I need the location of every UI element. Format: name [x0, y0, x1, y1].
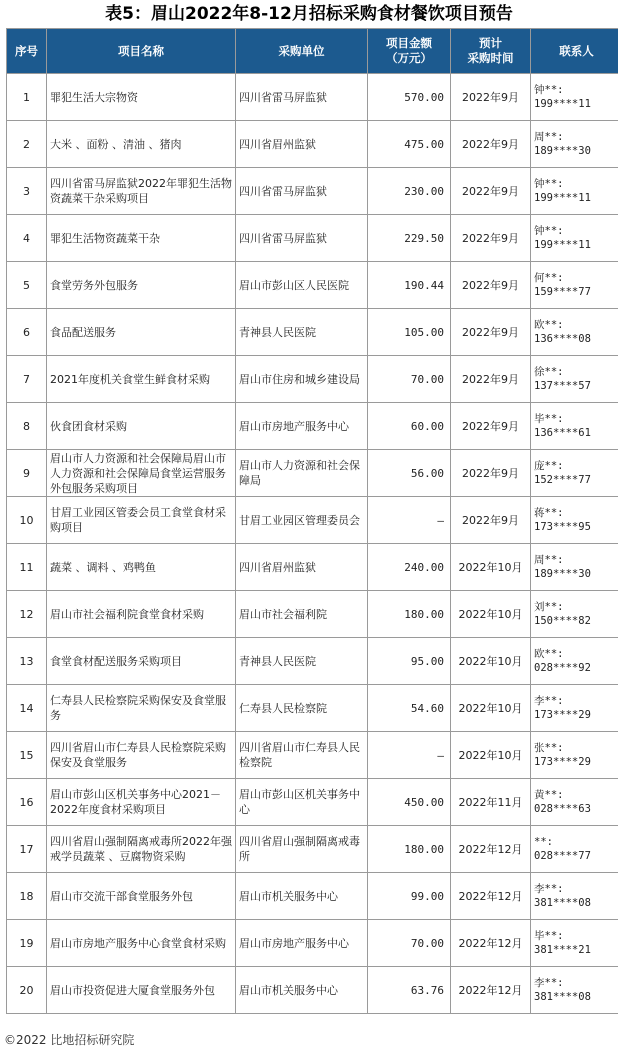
- cell-no: 2: [7, 121, 47, 168]
- cell-time: 2022年12月: [451, 873, 531, 920]
- cell-time: 2022年10月: [451, 544, 531, 591]
- procurement-table: [6, 28, 618, 1014]
- cell-time: 2022年9月: [451, 356, 531, 403]
- cell-no: 11: [7, 544, 47, 591]
- cell-contact: [531, 732, 618, 779]
- cell-no: 16: [7, 779, 47, 826]
- cell-time: 2022年9月: [451, 497, 531, 544]
- cell-no: 13: [7, 638, 47, 685]
- cell-amount: 230.00: [368, 168, 451, 215]
- cell-time: 2022年12月: [451, 826, 531, 873]
- cell-project-name: 甘眉工业园区管委会员工食堂食材采购项目: [47, 497, 236, 544]
- cell-time: 2022年10月: [451, 685, 531, 732]
- cell-project-name: 眉山市社会福利院食堂食材采购: [47, 591, 236, 638]
- cell-contact: [531, 74, 618, 121]
- header-amount-line2: （万元）: [386, 51, 432, 65]
- cell-purchasing-unit: 眉山市彭山区人民医院: [236, 262, 368, 309]
- table-row: [7, 497, 618, 544]
- contact-name: 庞**:: [534, 460, 564, 472]
- contact-phone: 381****21: [534, 944, 591, 956]
- cell-contact: [531, 591, 618, 638]
- table-row: [7, 450, 618, 497]
- cell-contact: [531, 356, 618, 403]
- contact-name: **:: [534, 836, 553, 848]
- cell-contact: [531, 967, 618, 1014]
- cell-contact: [531, 121, 618, 168]
- table-row: [7, 967, 618, 1014]
- contact-name: 李**:: [534, 883, 564, 895]
- contact-phone: 199****11: [534, 98, 591, 110]
- cell-purchasing-unit: 眉山市机关服务中心: [236, 967, 368, 1014]
- contact-phone: 137****57: [534, 380, 591, 392]
- cell-amount: 56.00: [368, 450, 451, 497]
- header-amount: [368, 29, 451, 74]
- cell-purchasing-unit: 眉山市住房和城乡建设局: [236, 356, 368, 403]
- cell-amount: 95.00: [368, 638, 451, 685]
- cell-amount: 63.76: [368, 967, 451, 1014]
- table-row: [7, 591, 618, 638]
- cell-time: 2022年9月: [451, 215, 531, 262]
- cell-project-name: 四川省眉山强制隔离戒毒所2022年强戒学员蔬菜 、豆腐物资采购: [47, 826, 236, 873]
- cell-time: 2022年9月: [451, 403, 531, 450]
- contact-name: 李**:: [534, 695, 564, 707]
- cell-project-name: 四川省眉山市仁寿县人民检察院采购保安及食堂服务: [47, 732, 236, 779]
- cell-amount: 70.00: [368, 920, 451, 967]
- cell-time: 2022年12月: [451, 920, 531, 967]
- table-row: [7, 356, 618, 403]
- cell-project-name: 眉山市投资促进大厦食堂服务外包: [47, 967, 236, 1014]
- contact-phone: 189****30: [534, 145, 591, 157]
- cell-purchasing-unit: 眉山市人力资源和社会保障局: [236, 450, 368, 497]
- contact-phone: 199****11: [534, 239, 591, 251]
- cell-project-name: 食堂劳务外包服务: [47, 262, 236, 309]
- cell-amount: 190.44: [368, 262, 451, 309]
- table-row: [7, 121, 618, 168]
- cell-no: 4: [7, 215, 47, 262]
- header-amount-line1: 项目金额: [386, 36, 432, 50]
- table-row: [7, 262, 618, 309]
- cell-amount: 229.50: [368, 215, 451, 262]
- table-row: [7, 779, 618, 826]
- contact-name: 毕**:: [534, 413, 564, 425]
- header-project-name: 项目名称: [47, 29, 236, 74]
- cell-no: 6: [7, 309, 47, 356]
- cell-amount: 70.00: [368, 356, 451, 403]
- contact-phone: 028****77: [534, 850, 591, 862]
- table-row: [7, 309, 618, 356]
- contact-phone: 189****30: [534, 568, 591, 580]
- cell-amount: 450.00: [368, 779, 451, 826]
- cell-amount: 570.00: [368, 74, 451, 121]
- cell-contact: [531, 638, 618, 685]
- table-row: [7, 403, 618, 450]
- contact-name: 黄**:: [534, 789, 564, 801]
- cell-purchasing-unit: 四川省眉州监狱: [236, 121, 368, 168]
- cell-purchasing-unit: 眉山市社会福利院: [236, 591, 368, 638]
- cell-no: 9: [7, 450, 47, 497]
- contact-phone: 199****11: [534, 192, 591, 204]
- contact-name: 欧**:: [534, 648, 564, 660]
- cell-time: 2022年9月: [451, 168, 531, 215]
- header-purchasing-unit: 采购单位: [236, 29, 368, 74]
- cell-no: 5: [7, 262, 47, 309]
- header-time-line2: 采购时间: [467, 51, 514, 65]
- cell-purchasing-unit: 四川省雷马屏监狱: [236, 74, 368, 121]
- header-time-line1: 预计: [479, 36, 502, 50]
- cell-project-name: 食品配送服务: [47, 309, 236, 356]
- cell-no: 15: [7, 732, 47, 779]
- table-row: [7, 920, 618, 967]
- cell-no: 20: [7, 967, 47, 1014]
- cell-no: 8: [7, 403, 47, 450]
- contact-phone: 028****63: [534, 803, 591, 815]
- cell-amount: 240.00: [368, 544, 451, 591]
- table-row: [7, 732, 618, 779]
- table-row: [7, 826, 618, 873]
- contact-name: 钟**:: [534, 178, 564, 190]
- contact-phone: 150****82: [534, 615, 591, 627]
- cell-project-name: 眉山市人力资源和社会保障局眉山市人力资源和社会保障局食堂运营服务外包服务采购项目: [47, 450, 236, 497]
- table-row: [7, 74, 618, 121]
- contact-name: 刘**:: [534, 601, 564, 613]
- cell-purchasing-unit: 青神县人民医院: [236, 638, 368, 685]
- cell-contact: [531, 168, 618, 215]
- contact-phone: 136****61: [534, 427, 591, 439]
- cell-time: 2022年9月: [451, 74, 531, 121]
- cell-project-name: 眉山市彭山区机关事务中心2021－2022年度食材采购项目: [47, 779, 236, 826]
- cell-amount: –: [368, 497, 451, 544]
- cell-project-name: 蔬菜 、调料 、鸡鸭鱼: [47, 544, 236, 591]
- contact-phone: 381****08: [534, 991, 591, 1003]
- table-body: [7, 74, 618, 1014]
- cell-contact: [531, 544, 618, 591]
- contact-name: 蒋**:: [534, 507, 564, 519]
- cell-time: 2022年9月: [451, 450, 531, 497]
- cell-time: 2022年10月: [451, 732, 531, 779]
- cell-contact: [531, 685, 618, 732]
- cell-amount: 60.00: [368, 403, 451, 450]
- cell-time: 2022年9月: [451, 262, 531, 309]
- contact-phone: 136****08: [534, 333, 591, 345]
- table-row: [7, 544, 618, 591]
- table-header-row: [7, 29, 618, 74]
- table-row: [7, 638, 618, 685]
- cell-purchasing-unit: 甘眉工业园区管理委员会: [236, 497, 368, 544]
- cell-amount: 105.00: [368, 309, 451, 356]
- cell-contact: [531, 450, 618, 497]
- cell-no: 14: [7, 685, 47, 732]
- table-row: [7, 168, 618, 215]
- cell-project-name: 四川省雷马屏监狱2022年罪犯生活物资蔬菜干杂采购项目: [47, 168, 236, 215]
- contact-phone: 159****77: [534, 286, 591, 298]
- contact-name: 李**:: [534, 977, 564, 989]
- cell-no: 7: [7, 356, 47, 403]
- cell-project-name: 伙食团食材采购: [47, 403, 236, 450]
- contact-name: 钟**:: [534, 225, 564, 237]
- cell-purchasing-unit: 眉山市房地产服务中心: [236, 403, 368, 450]
- contact-name: 徐**:: [534, 366, 564, 378]
- cell-time: 2022年9月: [451, 309, 531, 356]
- cell-project-name: 罪犯生活大宗物资: [47, 74, 236, 121]
- cell-contact: [531, 403, 618, 450]
- cell-contact: [531, 826, 618, 873]
- contact-phone: 381****08: [534, 897, 591, 909]
- cell-purchasing-unit: 眉山市彭山区机关事务中心: [236, 779, 368, 826]
- header-time: [451, 29, 531, 74]
- cell-time: 2022年12月: [451, 967, 531, 1014]
- cell-no: 19: [7, 920, 47, 967]
- table-row: [7, 215, 618, 262]
- table-row: [7, 873, 618, 920]
- cell-project-name: 仁寿县人民检察院采购保安及食堂服务: [47, 685, 236, 732]
- cell-project-name: 食堂食材配送服务采购项目: [47, 638, 236, 685]
- cell-purchasing-unit: 四川省眉山市仁寿县人民检察院: [236, 732, 368, 779]
- cell-amount: 180.00: [368, 826, 451, 873]
- footer-copyright: ©2022 比地招标研究院: [4, 1033, 135, 1047]
- cell-purchasing-unit: 仁寿县人民检察院: [236, 685, 368, 732]
- cell-no: 17: [7, 826, 47, 873]
- cell-purchasing-unit: 青神县人民医院: [236, 309, 368, 356]
- cell-no: 18: [7, 873, 47, 920]
- cell-no: 10: [7, 497, 47, 544]
- cell-project-name: 2021年度机关食堂生鲜食材采购: [47, 356, 236, 403]
- cell-contact: [531, 779, 618, 826]
- cell-time: 2022年9月: [451, 121, 531, 168]
- contact-phone: 173****95: [534, 521, 591, 533]
- contact-name: 何**:: [534, 272, 564, 284]
- cell-purchasing-unit: 四川省雷马屏监狱: [236, 215, 368, 262]
- header-no: 序号: [7, 29, 47, 74]
- cell-contact: [531, 309, 618, 356]
- cell-purchasing-unit: 眉山市房地产服务中心: [236, 920, 368, 967]
- contact-phone: 173****29: [534, 756, 591, 768]
- cell-project-name: 罪犯生活物资蔬菜干杂: [47, 215, 236, 262]
- cell-amount: 54.60: [368, 685, 451, 732]
- contact-phone: 173****29: [534, 709, 591, 721]
- contact-name: 张**:: [534, 742, 564, 754]
- cell-contact: [531, 262, 618, 309]
- contact-phone: 028****92: [534, 662, 591, 674]
- cell-time: 2022年11月: [451, 779, 531, 826]
- cell-amount: –: [368, 732, 451, 779]
- table-row: [7, 685, 618, 732]
- cell-project-name: 大米 、面粉 、清油 、猪肉: [47, 121, 236, 168]
- cell-time: 2022年10月: [451, 591, 531, 638]
- cell-time: 2022年10月: [451, 638, 531, 685]
- table-title: 表5：眉山2022年8-12月招标采购食材餐饮项目预告: [105, 4, 513, 24]
- cell-amount: 475.00: [368, 121, 451, 168]
- cell-purchasing-unit: 眉山市机关服务中心: [236, 873, 368, 920]
- cell-contact: [531, 920, 618, 967]
- cell-no: 12: [7, 591, 47, 638]
- header-contact: 联系人: [531, 29, 618, 74]
- contact-name: 周**:: [534, 131, 564, 143]
- cell-contact: [531, 215, 618, 262]
- cell-amount: 99.00: [368, 873, 451, 920]
- cell-project-name: 眉山市交流干部食堂服务外包: [47, 873, 236, 920]
- cell-amount: 180.00: [368, 591, 451, 638]
- contact-name: 欧**:: [534, 319, 564, 331]
- contact-name: 钟**:: [534, 84, 564, 96]
- contact-name: 周**:: [534, 554, 564, 566]
- cell-purchasing-unit: 四川省雷马屏监狱: [236, 168, 368, 215]
- cell-no: 1: [7, 74, 47, 121]
- contact-phone: 152****77: [534, 474, 591, 486]
- cell-purchasing-unit: 四川省眉山强制隔离戒毒所: [236, 826, 368, 873]
- cell-purchasing-unit: 四川省眉州监狱: [236, 544, 368, 591]
- cell-contact: [531, 497, 618, 544]
- contact-name: 毕**:: [534, 930, 564, 942]
- cell-contact: [531, 873, 618, 920]
- cell-no: 3: [7, 168, 47, 215]
- cell-project-name: 眉山市房地产服务中心食堂食材采购: [47, 920, 236, 967]
